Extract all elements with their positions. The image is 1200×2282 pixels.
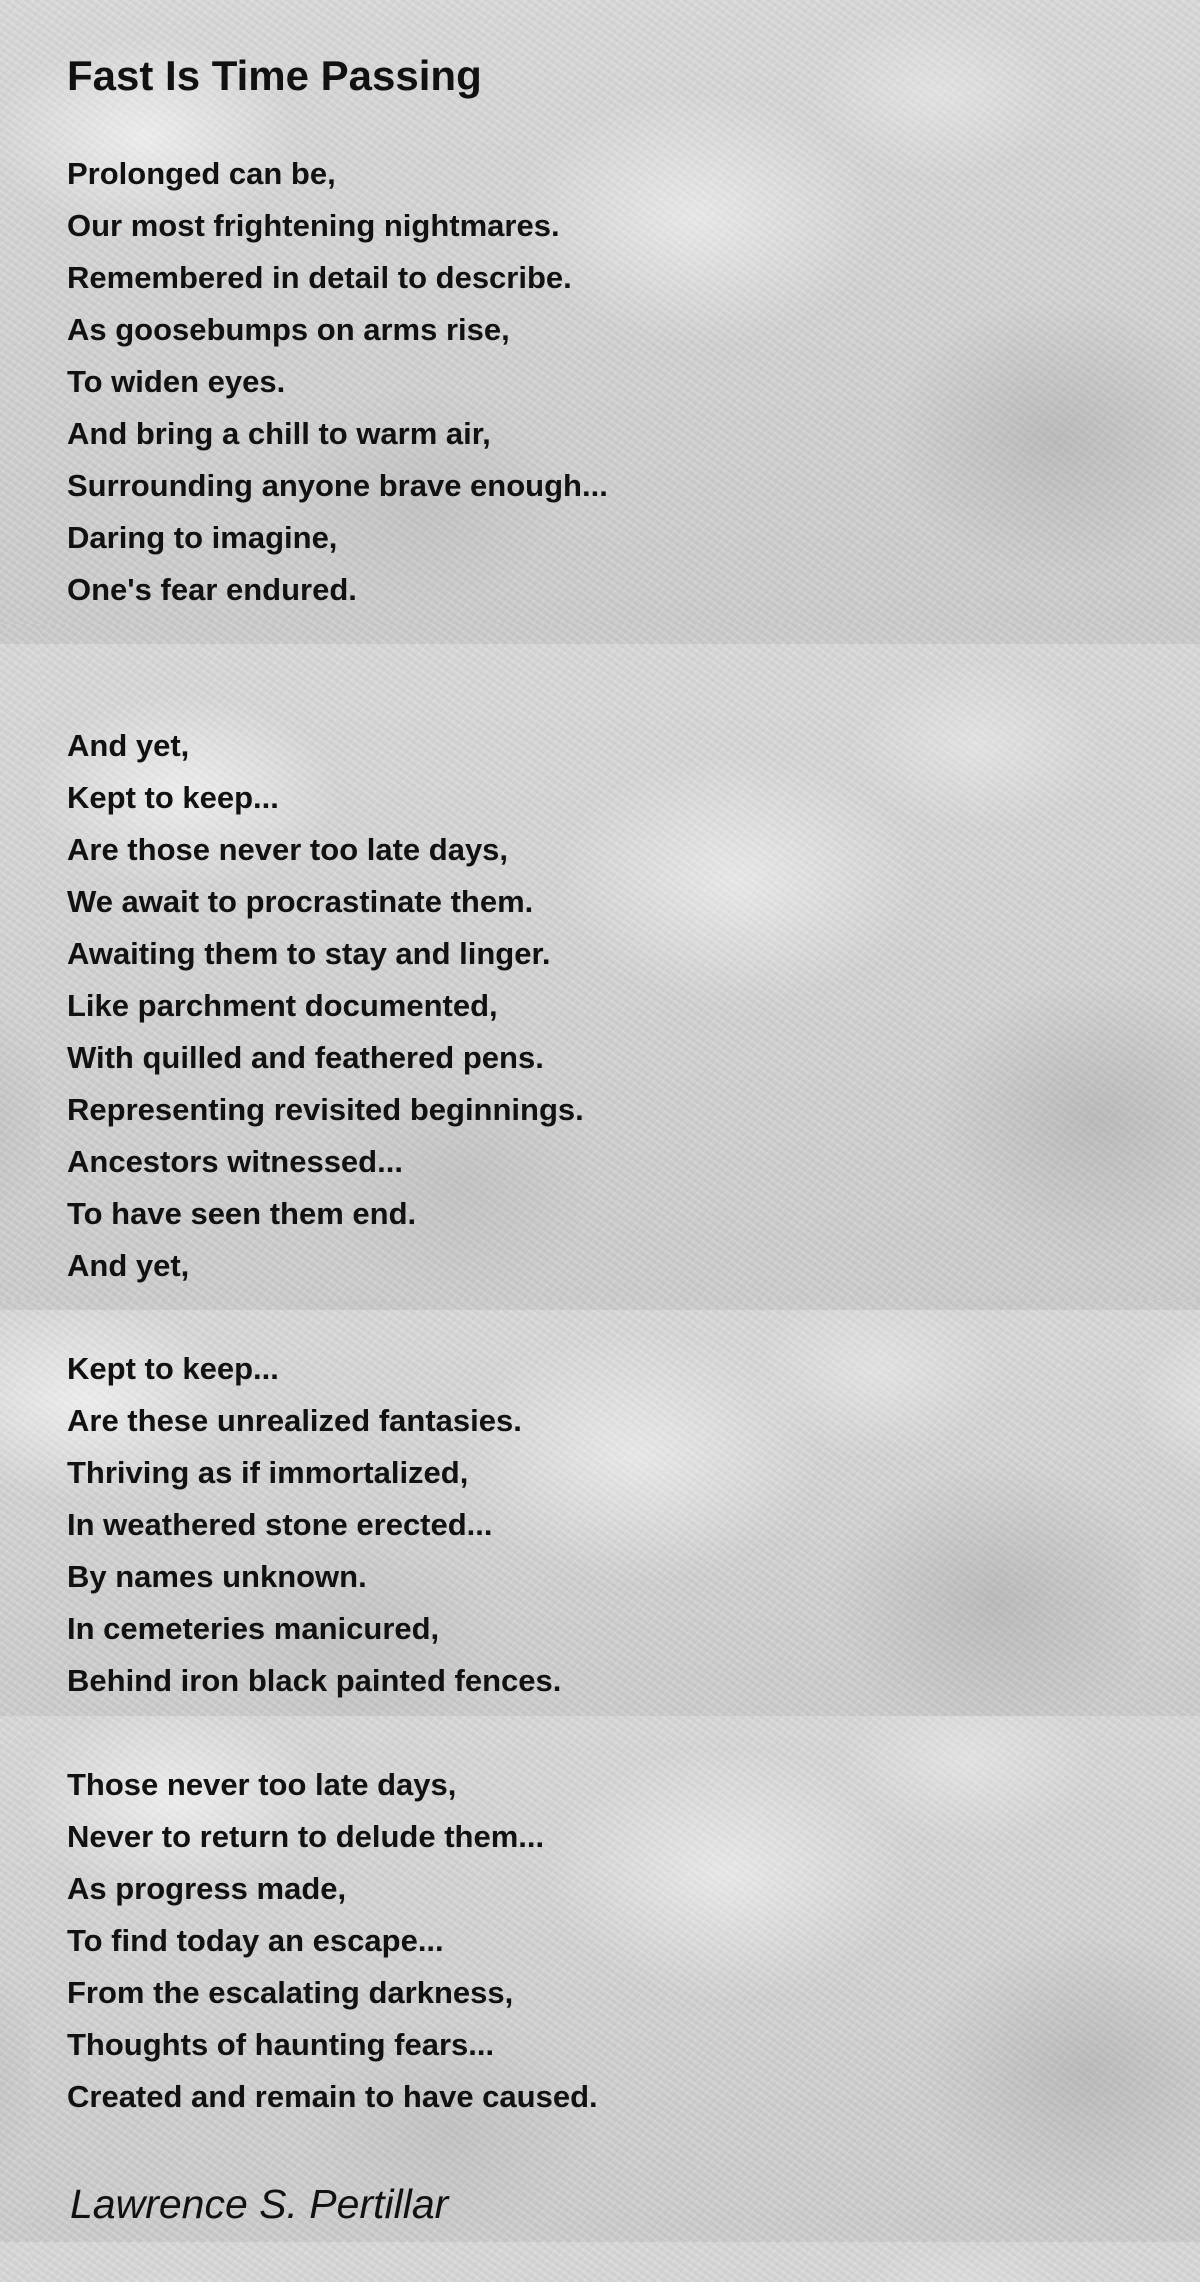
poem-line: Daring to imagine, <box>67 520 338 555</box>
poem-line: Surrounding anyone brave enough... <box>67 468 608 503</box>
poem-line: To widen eyes. <box>67 364 286 399</box>
poem-line: Kept to keep... <box>67 1351 279 1386</box>
poem-line: And bring a chill to warm air, <box>67 416 491 451</box>
poem-line: In cemeteries manicured, <box>67 1611 440 1646</box>
poem-line: To have seen them end. <box>67 1196 417 1231</box>
poem-line: As progress made, <box>67 1871 347 1906</box>
stanza <box>67 148 608 616</box>
poem-line: Never to return to delude them... <box>67 1819 545 1854</box>
poem-line: Thriving as if immortalized, <box>67 1455 469 1490</box>
poem-line: In weathered stone erected... <box>67 1507 493 1542</box>
poem-line: Thoughts of haunting fears... <box>67 2027 495 2062</box>
poem-title: Fast Is Time Passing <box>67 52 482 99</box>
poem-line: Prolonged can be, <box>67 156 336 191</box>
stanza <box>67 1759 598 2123</box>
poem-line: From the escalating darkness, <box>67 1975 514 2010</box>
stanza <box>67 1343 561 1707</box>
poem-line: And yet, <box>67 1248 190 1283</box>
poem-line: Remembered in detail to describe. <box>67 260 572 295</box>
poem-line: Our most frightening nightmares. <box>67 208 560 243</box>
poem-line: Like parchment documented, <box>67 988 498 1023</box>
poem-line: Awaiting them to stay and linger. <box>67 936 551 971</box>
poem-author: Lawrence S. Pertillar <box>70 2181 449 2227</box>
poem-line: Ancestors witnessed... <box>67 1144 403 1179</box>
poem-line: And yet, <box>67 728 190 763</box>
poem-line: With quilled and feathered pens. <box>67 1040 544 1075</box>
poem-line: We await to procrastinate them. <box>67 884 534 919</box>
poem-line: As goosebumps on arms rise, <box>67 312 510 347</box>
poem-line: Those never too late days, <box>67 1767 457 1802</box>
stanza <box>67 720 584 1292</box>
poem-line: Created and remain to have caused. <box>67 2079 598 2114</box>
poem-line: Behind iron black painted fences. <box>67 1663 562 1698</box>
poem-line: To find today an escape... <box>67 1923 444 1958</box>
poem-line: One's fear endured. <box>67 572 357 607</box>
poem-line: Kept to keep... <box>67 780 279 815</box>
poem-line: By names unknown. <box>67 1559 367 1594</box>
poem-line: Representing revisited beginnings. <box>67 1092 584 1127</box>
poem-line: Are those never too late days, <box>67 832 509 867</box>
poem-line: Are these unrealized fantasies. <box>67 1403 522 1438</box>
